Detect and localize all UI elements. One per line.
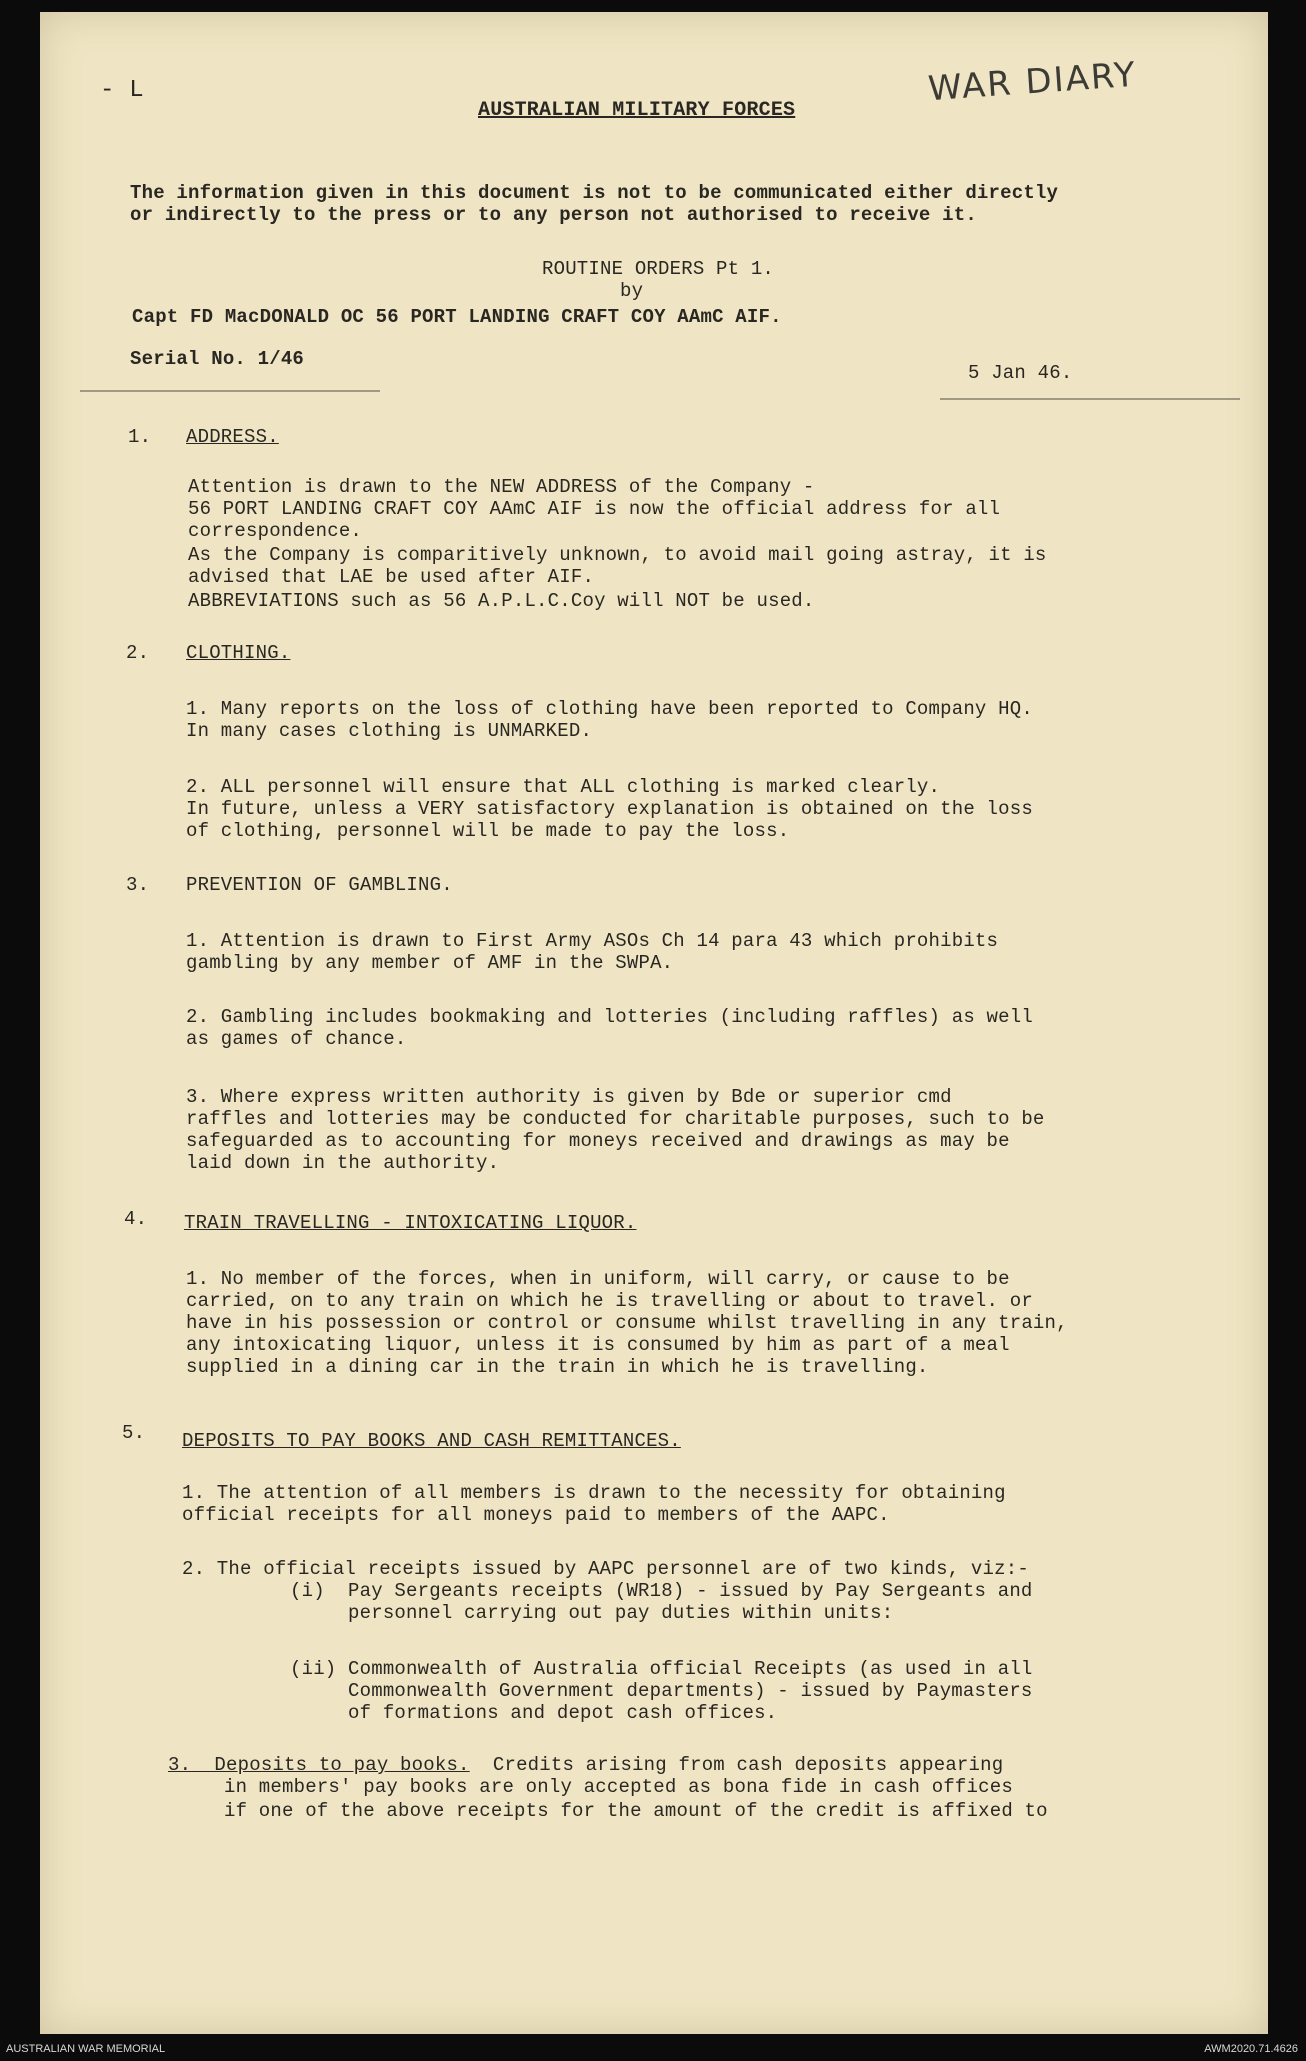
divider-line-left [80, 390, 380, 392]
section-5-receipt-ii: of formations and depot cash offices. [290, 1702, 778, 1724]
section-5-para-3-line: in members' pay books are only accepted as bona fide in cash offices [224, 1776, 1013, 1798]
section-2-para-2: In future, unless a VERY satisfactory explanation is obtained on the loss [186, 798, 1033, 820]
section-4-title: TRAIN TRAVELLING - INTOXICATING LIQUOR. [184, 1212, 637, 1234]
section-3-number: 3. [126, 874, 150, 896]
section-5-receipt-i: personnel carrying out pay duties within units: [290, 1602, 894, 1624]
document-header: AUSTRALIAN MILITARY FORCES [478, 99, 796, 122]
section-2-number: 2. [126, 642, 150, 664]
notice-line-2: or indirectly to the press or to any person not authorised to receive it. [130, 204, 977, 226]
section-1-line: 56 PORT LANDING CRAFT COY AAmC AIF is now the official address for all [188, 498, 1001, 520]
section-1-number: 1. [128, 426, 152, 448]
section-2-title: CLOTHING. [186, 642, 291, 664]
section-4-line: any intoxicating liquor, unless it is consumed by him as part of a meal [186, 1334, 1010, 1356]
section-5-para-3 [168, 1754, 1003, 1776]
section-3-title: PREVENTION OF GAMBLING. [186, 874, 453, 896]
document-page [40, 12, 1268, 2034]
handwritten-title: WAR DIARY [926, 54, 1139, 110]
section-5-para-3-heading: 3. Deposits to pay books. [168, 1754, 470, 1776]
section-5-receipt-ii: (ii) Commonwealth of Australia official Receipts (as used in all [290, 1658, 1033, 1680]
section-5-receipt-ii: Commonwealth Government departments) - issued by Paymasters [290, 1680, 1033, 1702]
notice-line-1: The information given in this document is not to be communicated either directly [130, 182, 1059, 204]
section-1-line: As the Company is comparitively unknown, to avoid mail going astray, it is [188, 544, 1047, 566]
order-date: 5 Jan 46. [968, 362, 1073, 384]
section-5-para-3-line: if one of the above receipts for the amount of the credit is affixed to [224, 1800, 1048, 1822]
section-2-para-1: 1. Many reports on the loss of clothing have been reported to Company HQ. [186, 698, 1033, 720]
section-3-para-3: raffles and lotteries may be conducted for charitable purposes, such to be [186, 1108, 1045, 1130]
footer-accession-number: AWM2020.71.4626 [1204, 2043, 1298, 2055]
section-5-number: 5. [122, 1422, 146, 1444]
serial-number: Serial No. 1/46 [130, 348, 305, 370]
section-5-para-2: 2. The official receipts issued by AAPC personnel are of two kinds, viz:- [182, 1558, 1029, 1580]
section-5-para-1: official receipts for all moneys paid to members of the AAPC. [182, 1504, 890, 1526]
footer-archive-name: AUSTRALIAN WAR MEMORIAL [6, 2043, 166, 2055]
section-5-title: DEPOSITS TO PAY BOOKS AND CASH REMITTANCES. [182, 1430, 681, 1452]
section-4-line: 1. No member of the forces, when in uniform, will carry, or cause to be [186, 1268, 1010, 1290]
section-3-para-1: 1. Attention is drawn to First Army ASOs Ch 14 para 43 which prohibits [186, 930, 999, 952]
section-1-title: ADDRESS. [186, 426, 279, 448]
section-5-para-1: 1. The attention of all members is drawn to the necessity for obtaining [182, 1482, 1006, 1504]
section-4-line: carried, on to any train on which he is travelling or about to travel. or [186, 1290, 1033, 1312]
section-1-line: advised that LAE be used after AIF. [188, 566, 595, 588]
section-2-para-1: In many cases clothing is UNMARKED. [186, 720, 593, 742]
section-5-receipt-i: (i) Pay Sergeants receipts (WR18) - issued by Pay Sergeants and [290, 1580, 1033, 1602]
section-3-para-3: laid down in the authority. [186, 1152, 500, 1174]
section-3-para-2: 2. Gambling includes bookmaking and lotteries (including raffles) as well [186, 1006, 1033, 1028]
section-4-number: 4. [124, 1208, 148, 1230]
section-3-para-3: 3. Where express written authority is given by Bde or superior cmd [186, 1086, 952, 1108]
orders-author: Capt FD MacDONALD OC 56 PORT LANDING CRAFT COY AAmC AIF. [132, 306, 782, 328]
orders-by: by [620, 280, 644, 302]
section-3-para-2: as games of chance. [186, 1028, 407, 1050]
section-5-para-3-text: Credits arising from cash deposits appearing [469, 1754, 1004, 1776]
divider-line-right [940, 398, 1240, 400]
section-2-para-2: of clothing, personnel will be made to pay the loss. [186, 820, 790, 842]
section-1-line: Attention is drawn to the NEW ADDRESS of the Company - [188, 476, 815, 498]
margin-mark: - L [100, 77, 144, 104]
orders-title: ROUTINE ORDERS Pt 1. [542, 258, 775, 280]
section-4-line: supplied in a dining car in the train in which he is travelling. [186, 1356, 929, 1378]
section-1-line: correspondence. [188, 520, 363, 542]
section-3-para-3: safeguarded as to accounting for moneys received and drawings as may be [186, 1130, 1010, 1152]
section-4-line: have in his possession or control or consume whilst travelling in any train, [186, 1312, 1068, 1334]
section-1-line: ABBREVIATIONS such as 56 A.P.L.C.Coy will NOT be used. [188, 590, 815, 612]
section-3-para-1: gambling by any member of AMF in the SWPA. [186, 952, 674, 974]
section-2-para-2: 2. ALL personnel will ensure that ALL clothing is marked clearly. [186, 776, 941, 798]
